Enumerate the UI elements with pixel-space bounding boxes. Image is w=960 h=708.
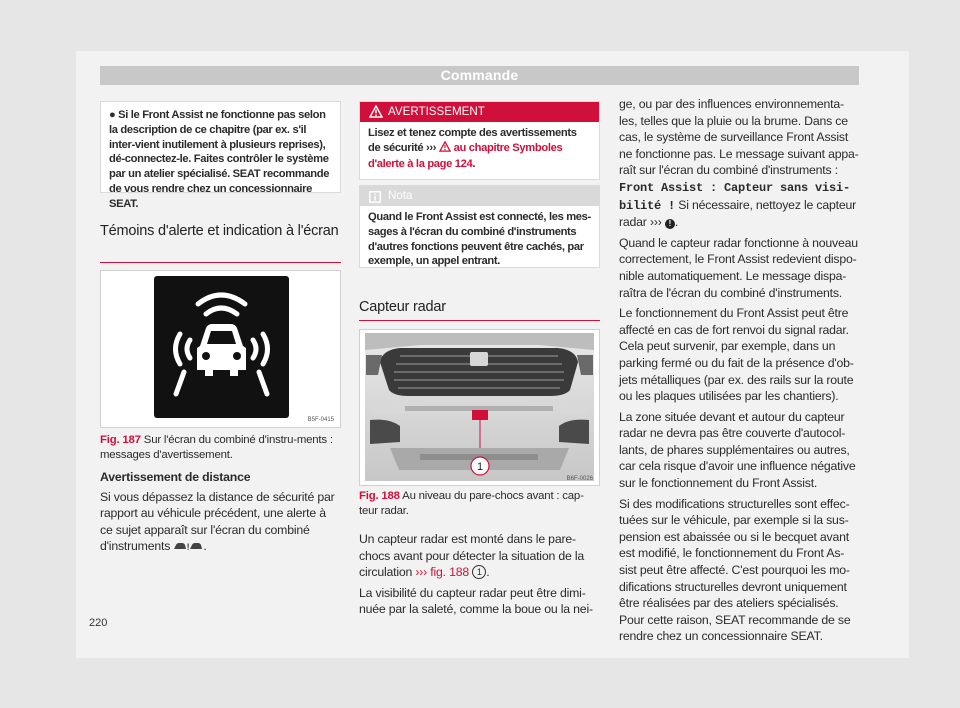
bullet-note-box [100, 101, 341, 210]
car-radar-icon [154, 276, 289, 418]
display-message: Front Assist : Capteur sans visi-bilité ! [619, 180, 851, 213]
warning-triangle-icon [439, 141, 451, 157]
paragraph: Quand le capteur radar fonctionne à nouveau correctement, le Front Assist redevient dispo-nible automatiquement. Le message dispa-raîtra de l'écran du combiné d'instruments. [619, 235, 858, 300]
section-title-warnings: Témoins d'alerte et indication à l'écran [100, 223, 339, 239]
paragraph: Un capteur radar est monté dans le pare-chocs avant pour détecter la situation de la circulation ››› fig. 188 1 . [359, 532, 584, 580]
figure-188 [359, 329, 600, 486]
note-header: Nota [360, 186, 599, 206]
figure-caption-text: Sur l'écran du combiné d'instru-ments : messages d'avertissement. [100, 434, 333, 461]
note-box [359, 185, 600, 268]
info-box-icon [369, 190, 381, 210]
section-rule [359, 320, 600, 321]
paragraph: ge, ou par des influences environnementa-les, telles que la pluie ou la brume. Dans ce cas, le système de surveillance Front Assist ne fonctionne pas. Le message suivant appa-raît sur l'écran du combiné d'instruments : Front Assist : Capteur sans visi-bilité ! Si nécessaire, nettoyez le capteur radar ››› ! . [619, 97, 859, 230]
svg-text:!: ! [186, 542, 190, 552]
paragraph: Si des modifications structurelles sont effec-tuées sur le véhicule, par exemple si la sus-pension est abaissée ou si le becquet avant est modifié, le fonctionnement du Front As-sist peut être affecté. C'est pourquoi les mo-difications structurelles devront uniquement être réalisées par des ateliers spécialisés. Pour cette raison, SEAT recommande de se rendre chez un concessionnaire SEAT. [619, 496, 851, 644]
warning-link[interactable]: au chapitre Symboles d'alerte à la page 124 [368, 141, 563, 170]
page-number: 220 [89, 617, 108, 629]
subheading: Avertissement de distance [100, 470, 251, 484]
distance-warning-icon [173, 539, 203, 556]
bullet-dot: ● [109, 109, 119, 121]
figure-code: B6F-0026 [566, 476, 593, 482]
paragraph: La visibilité du capteur radar peut être dimi-nuée par la saleté, comme la boue ou la nei- [359, 585, 593, 617]
warning-box [359, 101, 600, 180]
warning-triangle-icon [369, 105, 383, 125]
figure-caption-text: Au niveau du pare-chocs avant : cap-teur radar. [359, 490, 584, 517]
figure-callout: 1 [476, 461, 484, 473]
figure-label: Fig. 188 [359, 490, 400, 502]
bullet-text: ● Si le Front Assist ne fonctionne pas selon la description de ce chapitre (par ex. s'il inter-vient inutilement à plusieurs reprises), dé-connectez-le. Faites contrôler le système par un atelier spécialisé. SEAT recommande de vous rendre chez un concessionnaire SEAT. [109, 109, 330, 210]
warning-header: AVERTISSEMENT [360, 102, 599, 122]
warning-text: Lisez et tenez compte des avertissements de sécurité ››› au chapitre Symboles d'alerte à la page 124. [368, 127, 577, 170]
bumper-photo [360, 330, 599, 485]
note-text: Quand le Front Assist est connecté, les mes-sages à l'écran du combiné d'instruments d'autres fonctions peuvent être cachés, par exemple, un appel entrant. [368, 211, 591, 268]
column-three-text [619, 96, 860, 645]
paragraph: Si vous dépassez la distance de sécurité par rapport au véhicule précédent, une alerte à ce sujet apparaît sur l'écran du combiné d'instruments ! . [100, 489, 341, 556]
section-title-radar: Capteur radar [359, 299, 446, 315]
paragraph: Le fonctionnement du Front Assist peut être affecté en cas de fort renvoi du signal radar. Cela peut survenir, par exemple, dans un parking fermé ou du fait de la présence d'ob-jets métalliques (par ex. des rails sur la route ou les plaques utilisées par les chantiers). [619, 306, 854, 404]
paragraph: La zone située devant et autour du capteur radar ne devra pas être couverte d'autocol-lants, de phares supplémentaires ou autres, car cela risque d'avoir une influence négative sur le fonctionnement du Front Assist. [619, 409, 856, 491]
section-rule [100, 262, 341, 263]
distance-warning-section [100, 469, 341, 556]
callout-ref: 1 [472, 565, 486, 579]
figure-link[interactable]: fig. 188 [430, 565, 470, 580]
figure-187-caption [100, 433, 341, 462]
figure-187 [100, 270, 341, 428]
radar-text [359, 531, 600, 618]
figure-code: B5F-0415 [307, 417, 334, 423]
page-header: Commande [100, 66, 859, 85]
info-circle-icon: ! [665, 219, 675, 229]
figure-188-caption [359, 489, 600, 518]
figure-label: Fig. 187 [100, 434, 141, 446]
